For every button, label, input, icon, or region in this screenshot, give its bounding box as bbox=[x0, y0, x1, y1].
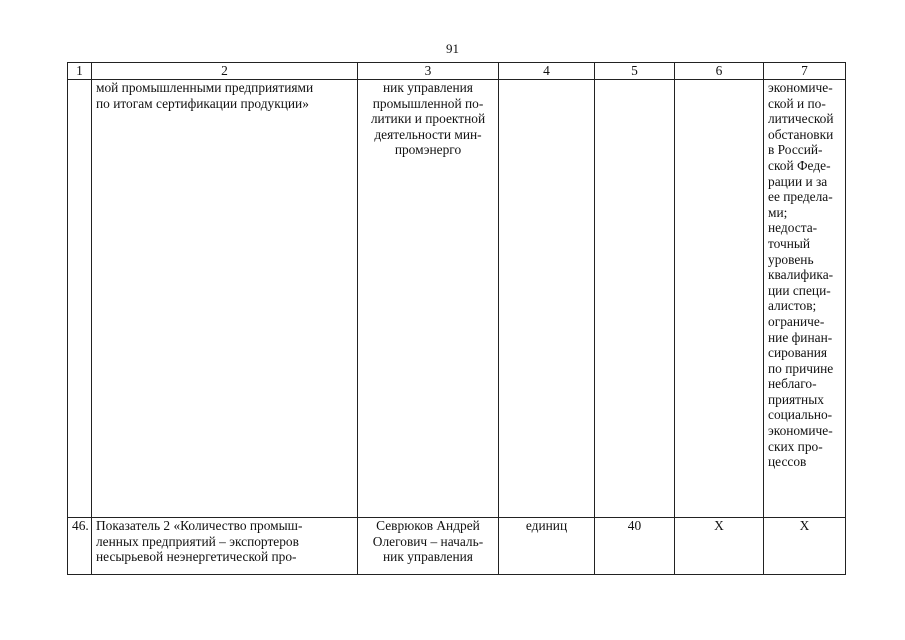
value-cell: 40 bbox=[595, 518, 675, 575]
text-line: ской Феде- bbox=[768, 157, 831, 173]
page-number: 91 bbox=[446, 41, 459, 56]
text-line: ник управления bbox=[383, 549, 473, 565]
text-line: квалифика- bbox=[768, 267, 834, 283]
text-line: цессов bbox=[768, 454, 807, 470]
text-line: по причине bbox=[768, 360, 834, 376]
text-line: в Россий- bbox=[768, 142, 823, 158]
text-line: ограниче- bbox=[768, 313, 825, 329]
indicator-name-cell bbox=[92, 518, 358, 575]
text-line: экономиче- bbox=[768, 80, 833, 95]
text-line: Олегович – началь- bbox=[372, 533, 484, 549]
unit-cell bbox=[499, 80, 595, 518]
text-line: ее предела- bbox=[768, 189, 833, 205]
text-line: экономиче- bbox=[768, 423, 833, 439]
text-line: ских про- bbox=[768, 438, 823, 454]
text-line: уровень bbox=[768, 251, 814, 267]
text-line: социально- bbox=[768, 407, 833, 423]
text-line: алистов; bbox=[768, 298, 817, 314]
text-line: промэнерго bbox=[394, 142, 462, 158]
header-row bbox=[68, 63, 846, 80]
text-line: Севрюков Андрей bbox=[376, 518, 480, 533]
responsible-person-cell bbox=[358, 80, 499, 518]
text-line: Показатель 2 «Количество промыш- bbox=[96, 518, 303, 533]
column-header-2: 2 bbox=[92, 63, 358, 80]
text-line: мой промышленными предприятиями bbox=[96, 80, 314, 95]
column-header-7: 7 bbox=[764, 63, 846, 80]
table-row-continued bbox=[68, 80, 846, 518]
column-6-cell: X bbox=[675, 518, 764, 575]
text-line: ской и по- bbox=[768, 95, 826, 111]
text-line: сирования bbox=[768, 345, 828, 361]
text-line: несырьевой неэнергетической про- bbox=[96, 549, 297, 565]
text-line: промышленной по- bbox=[372, 95, 484, 111]
column-header-6: 6 bbox=[675, 63, 764, 80]
risks-cell bbox=[764, 80, 846, 518]
text-line: ник управления bbox=[383, 80, 473, 95]
column-header-4: 4 bbox=[499, 63, 595, 80]
text-line: неблаго- bbox=[768, 376, 817, 392]
indicator-table bbox=[67, 62, 846, 575]
text-line: недоста- bbox=[768, 220, 818, 236]
responsible-person-cell bbox=[358, 518, 499, 575]
column-6-cell bbox=[675, 80, 764, 518]
column-header-3: 3 bbox=[358, 63, 499, 80]
text-line: ми; bbox=[768, 204, 788, 220]
column-header-5: 5 bbox=[595, 63, 675, 80]
text-line: деятельности мин- bbox=[374, 126, 482, 142]
text-line: рации и за bbox=[768, 173, 828, 189]
table-row-46 bbox=[68, 518, 846, 575]
row-number-cell: 46. bbox=[68, 518, 92, 575]
text-line: ние финан- bbox=[768, 329, 833, 345]
text-line: точный bbox=[768, 235, 811, 251]
unit-cell: единиц bbox=[499, 518, 595, 575]
column-header-1: 1 bbox=[68, 63, 92, 80]
text-line: литики и проектной bbox=[370, 111, 486, 127]
value-cell bbox=[595, 80, 675, 518]
text-line: обстановки bbox=[768, 126, 834, 142]
text-line: по итогам сертификации продукции» bbox=[96, 95, 309, 111]
text-line: ции специ- bbox=[768, 282, 831, 298]
column-7-cell: X bbox=[764, 518, 846, 575]
text-line: литической bbox=[768, 111, 834, 127]
text-line: приятных bbox=[768, 391, 824, 407]
indicator-name-cell bbox=[92, 80, 358, 518]
row-number-cell bbox=[68, 80, 92, 518]
text-line: ленных предприятий – экспортеров bbox=[96, 533, 299, 549]
